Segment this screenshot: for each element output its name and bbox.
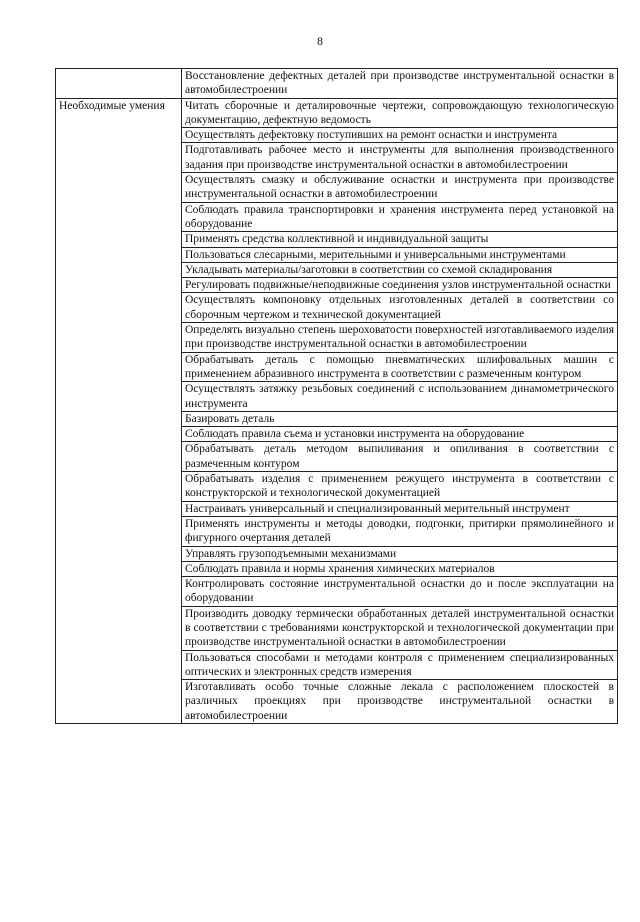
- skill-item: Изготавливать особо точные сложные лекала с расположением плоскостей в различных проекциях при производстве инструментальной оснастки в автомобилестроении: [182, 680, 618, 724]
- skill-item: Читать сборочные и деталировочные чертежи, сопровождающую технологическую документацию, дефектную ведомость: [182, 98, 618, 128]
- skill-item: Соблюдать правила и нормы хранения химических материалов: [182, 561, 618, 576]
- section-label: Необходимые умения: [56, 98, 182, 723]
- skill-item: Производить доводку термически обработанных деталей инструментальной оснастки в соответствии с требованиями конструкторской и технологической документации при производстве инструментальной оснастки в автомобилестроении: [182, 606, 618, 650]
- skill-item: Определять визуально степень шероховатости поверхностей изготавливаемого изделия при производстве инструментальной оснастки в автомобилестроении: [182, 323, 618, 353]
- empty-label-cell: [56, 69, 182, 99]
- skill-item: Соблюдать правила транспортировки и хранения инструмента перед установкой на оборудование: [182, 202, 618, 232]
- skill-item: Пользоваться слесарными, мерительными и универсальными инструментами: [182, 247, 618, 262]
- requirements-table: [55, 68, 618, 724]
- table-cell-text: Восстановление дефектных деталей при производстве инструментальной оснастки в автомобилестроении: [182, 69, 618, 99]
- table-row: [56, 69, 618, 99]
- skill-item: Управлять грузоподъемными механизмами: [182, 546, 618, 561]
- skill-item: Применять средства коллективной и индивидуальной защиты: [182, 232, 618, 247]
- skill-item: Укладывать материалы/заготовки в соответствии со схемой складирования: [182, 262, 618, 277]
- skill-item: Регулировать подвижные/неподвижные соединения узлов инструментальной оснастки: [182, 278, 618, 293]
- skill-item: Настраивать универсальный и специализированный мерительный инструмент: [182, 501, 618, 516]
- skill-item: Пользоваться способами и методами контроля с применением специализированных оптических и электронных средств измерения: [182, 650, 618, 680]
- skill-item: Осуществлять компоновку отдельных изготовленных деталей в соответствии со сборочным чертежом и технической документацией: [182, 293, 618, 323]
- skill-item: Подготавливать рабочее место и инструменты для выполнения производственного задания при производстве инструментальной оснастки в автомобилестроении: [182, 143, 618, 173]
- skill-item: Контролировать состояние инструментальной оснастки до и после эксплуатации на оборудовании: [182, 577, 618, 607]
- skill-item: Обрабатывать деталь методом выпиливания и опиливания в соответствии с размеченным контуром: [182, 442, 618, 472]
- skill-item: Базировать деталь: [182, 411, 618, 426]
- skill-item: Обрабатывать изделия с применением режущего инструмента в соответствии с конструкторской и технологической документацией: [182, 472, 618, 502]
- skill-item: Осуществлять смазку и обслуживание оснастки и инструмента при производстве инструментальной оснастки в автомобилестроении: [182, 173, 618, 203]
- skill-item: Обрабатывать деталь с помощью пневматических шлифовальных машин с применением абразивного инструмента в соответствии с размеченным контуром: [182, 352, 618, 382]
- table-row: [56, 98, 618, 128]
- page-number: 8: [317, 34, 323, 48]
- skill-item: Осуществлять дефектовку поступивших на ремонт оснастки и инструмента: [182, 128, 618, 143]
- skill-item: Соблюдать правила съема и установки инструмента на оборудование: [182, 427, 618, 442]
- skill-item: Осуществлять затяжку резьбовых соединений с использованием динамометрического инструмента: [182, 382, 618, 412]
- skill-item: Применять инструменты и методы доводки, подгонки, притирки прямолинейного и фигурного очертания деталей: [182, 516, 618, 546]
